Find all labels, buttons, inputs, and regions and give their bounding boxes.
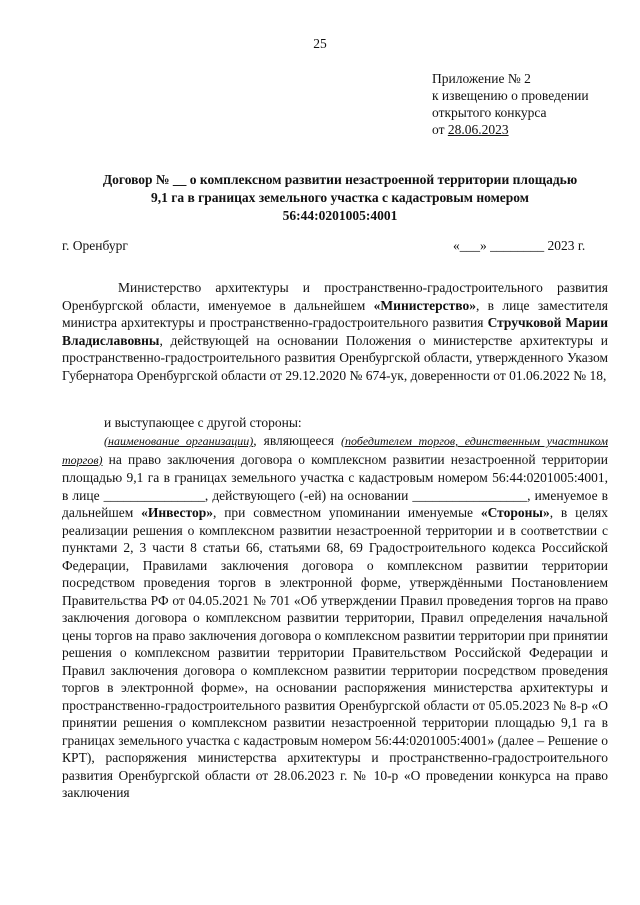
paragraph-parties [62, 279, 608, 384]
appendix-line: к извещению о проведении [432, 88, 589, 103]
text-run: , в целях реализации решения о комплексном развитии незастроенной территории и в соответствии с пунктами 2, 3 части 8 статьи 66, статьями 68, 69 Градостроительного кодекса Российской Федерации, Правилами заключения договора о комплексном развитии территории посредством проведения торгов в электронной форме, утверждёнными Постановлением Правительства РФ от 04.05.2021 № 701 «Об утверждении Правил проведения торгов на право заключения договора о комплексном развитии территории, Правил определения начальной цены торгов на право заключения договора о комплексном развитии территории при принятии решения о комплексном развитии территории Правительством Российской Федерации и Правил заключения договора о комплексном развитии территории посредством проведения торгов в электронной форме», на основании распоряжения министерства архитектуры и пространственно-градостроительного развития Оренбургской области от 05.05.2023 № 8-р «О принятии решения о комплексном развитии незастроенной территории площадью 9,1 га в границах земельного участка с кадастровым номером 56:44:0201005:4001» (далее – Решение о КРТ), распоряжения министерства архитектуры и пространственно-градостроительного развития Оренбургской области от 28.06.2023 г. № 10-р «О проведении конкурса на право заключения [62, 505, 608, 800]
appendix-line: Приложение № 2 [432, 71, 531, 86]
party-name: «Министерство» [373, 297, 476, 313]
appendix-header [432, 70, 589, 138]
investor-term: «Инвестор» [141, 505, 213, 520]
paragraph-investor [62, 432, 608, 802]
field-note: (наименование организации) [104, 434, 254, 448]
field-note: (победителем торгов, единственным участником торгов) [62, 434, 608, 467]
appendix-date-prefix: от [432, 122, 448, 137]
title-line: 9,1 га в границах земельного участка с кадастровым номером [150, 190, 529, 205]
representative-name: Стручковой Марии Владиславовны [62, 315, 608, 348]
text-run: , действующей на основании Положения о министерстве архитектуры и пространственно-градостроительного развития Оренбургской области, утвержденного Указом Губернатора Оренбургской области от 29.12.2020 № 674-ук, доверенности от 01.06.2022 № 18, [62, 332, 608, 383]
text-run: , являющееся [253, 433, 342, 448]
title-line: 56:44:0201005:4001 [282, 208, 398, 223]
parties-term: «Стороны» [480, 505, 550, 520]
paragraph-other-side: и выступающее с другой стороны: [104, 415, 302, 430]
text-run: на право заключения договора о комплексном развитии незастроенной территории площадью 9,1 га в границах земельного участка с кадастровым номером 56:44:0201005:4001, в лице _______________, действующего (-ей) на основании _________________, именуемое в дальнейшем [62, 451, 608, 520]
title-line: Договор № __ о комплексном развитии незастроенной территории площадью [102, 172, 578, 187]
page-number: 25 [313, 36, 327, 51]
document-title [60, 171, 620, 225]
place: г. Оренбург [62, 238, 128, 253]
text-run: , при совместном упоминании именуемые [213, 505, 481, 520]
appendix-date: 28.06.2023 [447, 122, 509, 137]
appendix-date-line [432, 121, 589, 138]
appendix-line: открытого конкурса [432, 105, 547, 120]
contract-date: «___» ________ 2023 г. [453, 238, 586, 253]
text-run: Министерство архитектуры и пространственно-градостроительного развития Оренбургской области, именуемое в дальнейшем [62, 280, 608, 313]
text-run: , в лице заместителя министра архитектуры и пространственно-градостроительного развития [62, 297, 608, 330]
